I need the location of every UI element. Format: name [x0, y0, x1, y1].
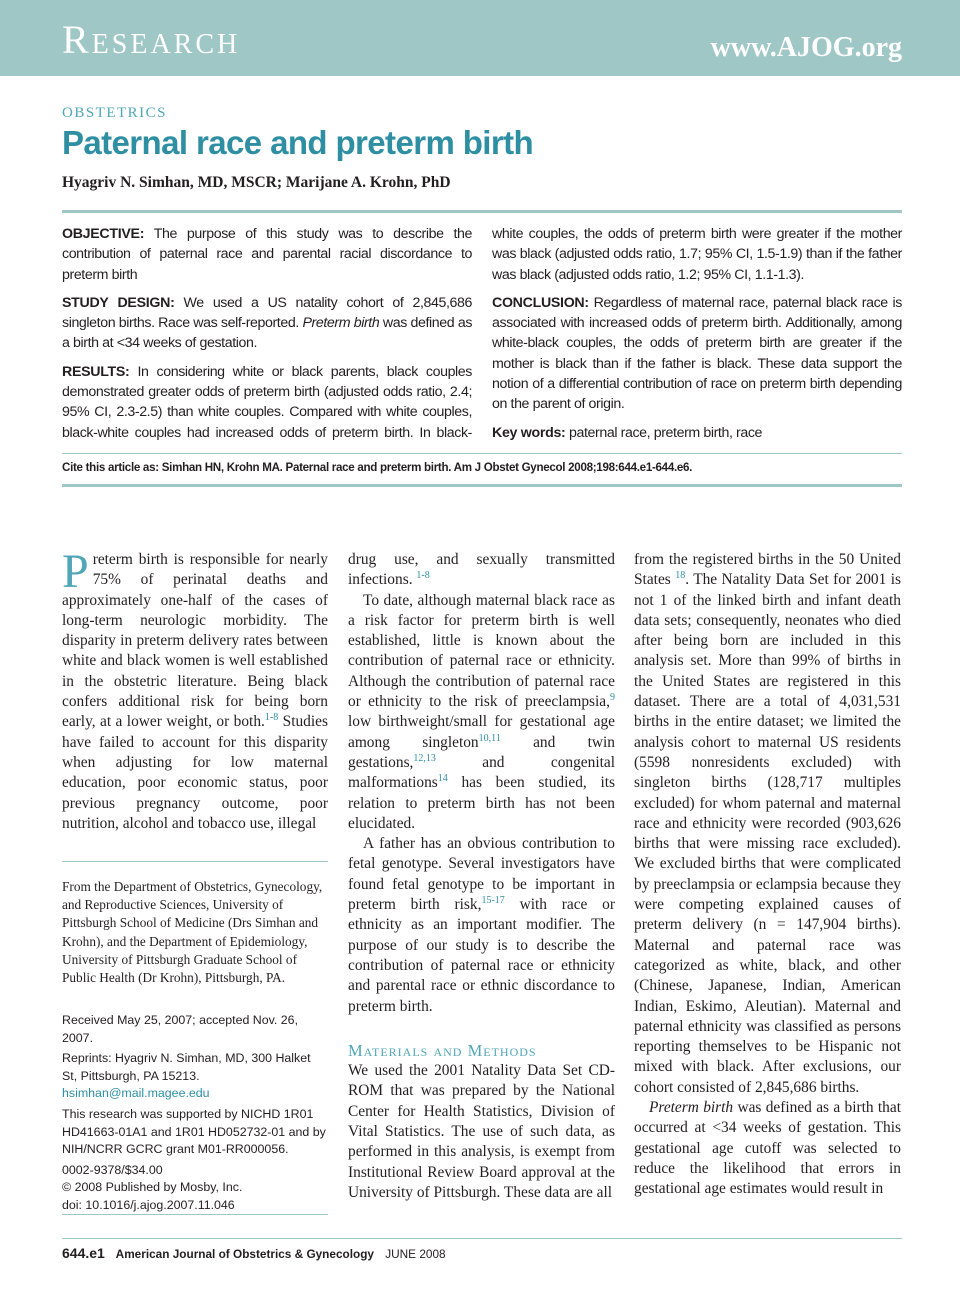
intro-paragraph-cont — [348, 550, 615, 591]
reference-link[interactable]: 1-8 — [264, 712, 279, 724]
objective-label: OBJECTIVE: — [62, 226, 145, 242]
reference-link[interactable]: 9 — [610, 691, 615, 703]
reference-link[interactable]: 1-8 — [416, 570, 430, 582]
reference-link[interactable]: 14 — [437, 773, 448, 785]
abstract — [62, 224, 902, 448]
author-affiliation: From the Department of Obstetrics, Gynecology, and Reproductive Sciences, University of Pittsburgh School of Medicine (Drs Simhan and Krohn), and the Department of Epidemiology, University of Pittsburgh Graduate School of Public Health (Dr Krohn), Pittsburgh, PA. — [62, 879, 323, 986]
paragraph-text: low birthweight/small for gestational age among singleton — [348, 713, 615, 751]
methods-paragraph-cont — [634, 550, 901, 1098]
article-title: Paternal race and preterm birth — [62, 124, 534, 161]
journal-name: American Journal of Obstetrics & Gynecology — [115, 1247, 374, 1261]
article-category: obstetrics — [62, 98, 168, 122]
publication-info — [62, 1162, 328, 1215]
intro-text-cont: drug use, and sexually transmitted infections. — [348, 551, 615, 589]
definition-paragraph — [634, 1098, 901, 1199]
keywords-label: Key words: — [492, 424, 566, 441]
intro-paragraph — [62, 545, 328, 834]
article-authors: Hyagriv N. Simhan, MD, MSCR; Marijane A. Krohn, PhD — [62, 174, 451, 191]
design-text: We used a US natality cohort of 2,845,686 singleton births. Race was self-reported. — [62, 294, 472, 332]
doi: doi: 10.1016/j.ajog.2007.11.046 — [62, 1197, 235, 1212]
results-text: In considering white or black parents, black couples demonstrated greater odds of preterm birth (adjusted odds ratio, 2.4; 95% CI, 2.3-2.5) than white couples. Compared with white couples, black-white couples had increased odds of preterm birth. In black-white couples, the odds of preterm birth were greater if the mother was black (adjusted odds ratio, 1.7; 95% CI, 1.5-1.9) than if the father was black (adjusted odds ratio, 1.2; 95% CI, 1.1-1.3). — [62, 226, 902, 441]
conclusion-text: Regardless of maternal race, paternal black race is associated with increased odds of preterm birth. Additionally, among white-black couples, the odds of preterm birth are greater if the mother is black than if the father is black. These data support the notion of a differential contribution of race on preterm birth depending on the parent of origin. — [492, 294, 902, 413]
footer-rule — [62, 1238, 902, 1239]
abstract-objective — [62, 224, 472, 285]
design-term: Preterm birth — [302, 315, 380, 332]
author-email-link[interactable]: hsimhan@mail.magee.edu — [62, 1086, 210, 1101]
page-footer — [62, 1245, 446, 1261]
abstract-top-rule — [62, 210, 902, 213]
reference-link[interactable]: 18 — [675, 570, 686, 582]
abstract-bottom-rule — [62, 484, 902, 487]
issn: 0002-9378/$34.00 — [62, 1162, 163, 1177]
received-dates: Received May 25, 2007; accepted Nov. 26, 2007. — [62, 1013, 299, 1045]
citation-rule — [62, 453, 902, 454]
header-banner — [0, 0, 960, 76]
paragraph-3 — [348, 834, 615, 1017]
journal-website: www.AJOG.org — [710, 32, 902, 63]
paragraph-text: and twin gestations, — [348, 733, 615, 771]
paragraph-text: was defined as a birth that occurred at <34 weeks of gestation. This gestational age cutoff was selected to reduce the likelihood that errors in gestational age estimates would result in — [634, 1099, 901, 1198]
page-number: 644.e1 — [62, 1245, 105, 1261]
abstract-keywords — [492, 423, 902, 443]
paragraph-text: and congenital malformations — [348, 753, 615, 792]
results-label: RESULTS: — [62, 363, 130, 380]
drop-cap: P — [62, 545, 89, 598]
paragraph-text: . The Natality Data Set for 2001 is not 1 of the linked birth and infant death data sets; consequently, neonates who died after being born are included in this analysis set. More than 99% of births in the United States are registered in this dataset. There are a total of 4,031,531 births in the entire dataset; we limited the analysis cohort to maternal US residents (5598 nonresidents excluded) with singleton births (128,717 multiples excluded) for whom paternal and maternal race and ethnicity were recorded (903,626 births that were missing race excluded). We excluded births that were complicated by preeclampsia or eclampsia because they were competing explained causes of preterm delivery (n = 147,904 births). Maternal and paternal race was categorized as white, black, and other (Chinese, Japanese, Indian, American Indian, Eskimo, Aleutian). Maternal and paternal ethnicity was classified as persons reporting themselves to be Hispanic not mixed with black. After exclusions, our cohort consisted of 2,845,686 births. — [634, 571, 901, 1096]
defined-term: Preterm birth — [649, 1099, 734, 1117]
reference-link[interactable]: 10,11 — [478, 732, 501, 744]
reference-link[interactable]: 12,13 — [413, 752, 436, 764]
body-column-3 — [634, 550, 901, 1222]
paragraph-text: We used the 2001 Natality Data Set CD-ROM that was prepared by the National Center for Health Statistics, Division of Vital Statistics. The use of such data, as performed in this analysis, is exempt from Institutional Review Board approval at the University of Pittsburgh. These data are all — [348, 1062, 615, 1201]
citation: Cite this article as: Simhan HN, Krohn MA. Paternal race and preterm birth. Am J Obstet Gynecol 2008;198:644.e1-644.e6. — [62, 461, 693, 474]
section-header: Research — [62, 17, 241, 62]
paragraph-text: To date, although maternal black race as a risk factor for preterm birth is well established, little is known about the contribution of paternal race or ethnicity. Although the contribution of paternal race or ethnicity to the risk of preeclampsia, — [348, 591, 615, 711]
copyright: © 2008 Published by Mosby, Inc. — [62, 1180, 243, 1195]
issue-date: JUNE 2008 — [385, 1247, 446, 1261]
paragraph-text: A father has an obvious contribution to fetal genotype. Several investigators have found fetal genotype to be important in preterm birth risk, — [348, 835, 615, 914]
design-text-cont: was defined as a birth at <34 weeks of gestation. — [62, 315, 473, 352]
affiliation-rule — [62, 861, 328, 862]
affiliation-bottom-rule — [62, 1214, 328, 1215]
reprints-info — [62, 1050, 328, 1103]
design-label: STUDY DESIGN: — [62, 294, 175, 311]
conclusion-label: CONCLUSION: — [492, 294, 589, 311]
methods-paragraph — [348, 1061, 615, 1203]
funding-info: This research was supported by NICHD 1R01 HD41663-01A1 and 1R01 HD052732-01 and by NIH/NCRR GCRC grant M01-RR000056. — [62, 1106, 326, 1157]
paragraph-text: from the registered births in the 50 United States — [634, 551, 901, 589]
abstract-design — [62, 293, 472, 354]
body-column-1 — [62, 545, 328, 834]
body-column-2 — [348, 550, 615, 1203]
keywords-text: paternal race, preterm birth, race — [569, 424, 763, 441]
intro-text-cont: Studies have failed to account for this disparity when adjusting for low maternal education, poor economic status, poor previous pregnancy outcome, poor nutrition, alcohol and tobacco use, illegal — [62, 713, 328, 832]
paragraph-2 — [348, 591, 615, 835]
paragraph-text: has been studied, its relation to preterm birth has not been elucidated. — [348, 774, 615, 832]
reference-link[interactable]: 15-17 — [481, 894, 505, 906]
article-notes — [62, 1012, 328, 1218]
intro-text: reterm birth is responsible for nearly 75% of perinatal deaths and approximately one-half of the cases of long-term neurologic morbidity. The disparity in preterm delivery rates between white and black women is well established in the obstetric literature. Being black confers additional risk for being born early, at a lower weight, or both. — [62, 551, 328, 731]
methods-heading: Materials and Methods — [348, 1040, 537, 1060]
reprints-address: Reprints: Hyagriv N. Simhan, MD, 300 Halket St, Pittsburgh, PA 15213. — [62, 1051, 311, 1083]
paragraph-text: with race or ethnicity as an important modifier. The purpose of our study is to describe the contribution of paternal race or ethnicity and parental race or ethnic discordance to preterm birth. — [348, 896, 615, 1015]
objective-text: The purpose of this study was to describe the contribution of paternal race and parental racial discordance to preterm birth — [62, 226, 472, 283]
abstract-conclusion — [492, 293, 902, 415]
